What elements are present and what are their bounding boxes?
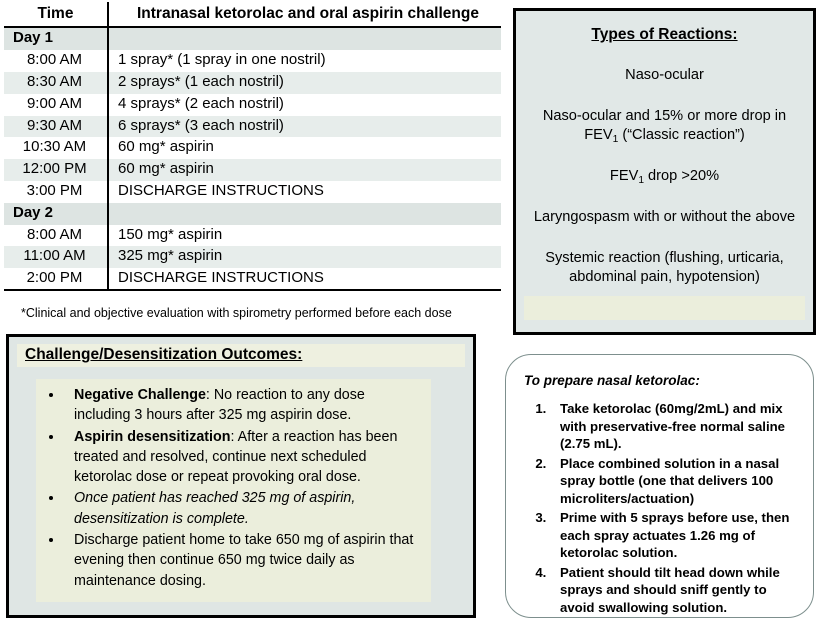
reaction-systemic-line-a: Systemic reaction (flushing, urticaria,	[545, 249, 784, 266]
types-of-reactions-title: Types of Reactions:	[591, 26, 738, 43]
reaction-fev-drop-text: drop >20%	[644, 167, 720, 184]
cell-time: 9:30 AM	[4, 116, 108, 138]
table-row	[4, 246, 501, 268]
cell-challenge-description: 1 spray* (1 spray in one nostril)	[108, 50, 501, 72]
cell-challenge-description: DISCHARGE INSTRUCTIONS	[108, 181, 501, 203]
fev-subscript-one-alt: 1	[638, 174, 644, 186]
outcome-item-text: : No reaction to any dose including 3 hours after 325 mg aspirin dose.	[74, 387, 365, 424]
outcomes-title-strip	[17, 344, 465, 367]
reaction-fev-drop	[516, 167, 813, 186]
outcome-item-lead: Negative Challenge	[74, 387, 206, 403]
table-row	[4, 50, 501, 72]
reaction-laryngospasm-text: Laryngospasm with or without the above	[533, 208, 796, 225]
reaction-classic-fev-label: FEV	[584, 126, 613, 143]
cell-challenge-description: 6 sprays* (3 each nostril)	[108, 116, 501, 138]
cell-challenge-description: DISCHARGE INSTRUCTIONS	[108, 268, 501, 290]
day-label: Day 2	[4, 203, 108, 225]
table-row-day-header	[4, 203, 501, 225]
prepare-step: 2. Place combined solution in a nasal spray bottle (one that delivers 100 microliters/actuation)	[550, 455, 799, 508]
prepare-steps-list	[506, 400, 799, 617]
table-row-day-header	[4, 27, 501, 50]
outcome-item-text: Discharge patient home to take 650 mg of aspirin that evening then continue 650 mg twice daily as maintenance dosing.	[74, 532, 414, 589]
table-row	[4, 72, 501, 94]
schedule-table	[4, 2, 501, 290]
cell-challenge-description: 60 mg* aspirin	[108, 137, 501, 159]
cell-time: 8:00 AM	[4, 225, 108, 247]
outcome-item	[64, 530, 425, 591]
cell-challenge-description: 60 mg* aspirin	[108, 159, 501, 181]
prepare-step: 1. Take ketorolac (60mg/2mL) and mix with preservative-free normal saline (2.75 mL).	[550, 400, 799, 453]
outcome-item	[64, 385, 425, 426]
table-bottom-rule	[4, 289, 501, 291]
table-row	[4, 137, 501, 159]
table-row	[4, 94, 501, 116]
outcome-item	[64, 427, 425, 488]
outcome-item-text: Once patient has reached 325 mg of aspirin, desensitization is complete.	[74, 490, 356, 527]
cell-time: 11:00 AM	[4, 246, 108, 268]
prepare-title: To prepare nasal ketorolac:	[524, 373, 700, 388]
challenge-outcomes-box	[6, 334, 476, 618]
schedule-table-header	[4, 2, 501, 27]
reaction-naso-ocular	[516, 66, 813, 85]
reaction-systemic	[516, 249, 813, 287]
outcomes-list	[42, 385, 425, 591]
prepare-nasal-ketorolac-box	[505, 354, 814, 618]
outcomes-title: Challenge/Desensitization Outcomes:	[25, 346, 303, 363]
cell-challenge-description: 150 mg* aspirin	[108, 225, 501, 247]
cell-challenge-description: 4 sprays* (2 each nostril)	[108, 94, 501, 116]
day-label: Day 1	[4, 27, 108, 50]
table-footnote: *Clinical and objective evaluation with spirometry performed before each dose	[21, 306, 452, 320]
cell-time: 9:00 AM	[4, 94, 108, 116]
prepare-step: 3. Prime with 5 sprays before use, then each spray actuates 1.26 mg of ketorolac solution.	[550, 509, 799, 562]
reaction-naso-ocular-text: Naso-ocular	[625, 67, 704, 83]
cell-challenge-description: 2 sprays* (1 each nostril)	[108, 72, 501, 94]
cell-time: 8:30 AM	[4, 72, 108, 94]
reaction-classic	[516, 107, 813, 145]
reaction-classic-line-a: Naso-ocular and 15% or more drop in	[542, 107, 787, 124]
cell-time: 12:00 PM	[4, 159, 108, 181]
cell-challenge-description: 325 mg* aspirin	[108, 246, 501, 268]
schedule-table-grid	[4, 2, 501, 290]
prepare-step: 4. Patient should tilt head down while sprays and should sniff gently to avoid swallowing solution.	[550, 564, 799, 617]
outcome-item-lead: Aspirin desensitization	[74, 428, 231, 445]
types-box-cream-band	[524, 296, 805, 320]
reaction-laryngospasm	[516, 208, 813, 227]
reaction-fev-drop-label: FEV	[609, 167, 639, 184]
table-row	[4, 181, 501, 203]
cell-time: 10:30 AM	[4, 137, 108, 159]
types-of-reactions-box	[513, 8, 816, 335]
outcomes-panel	[36, 379, 431, 602]
table-row	[4, 116, 501, 138]
cell-challenge-description	[108, 27, 501, 50]
column-header-time: Time	[4, 2, 108, 27]
table-row	[4, 159, 501, 181]
table-row	[4, 225, 501, 247]
reaction-classic-line-b: (“Classic reaction”)	[618, 126, 745, 143]
cell-time: 8:00 AM	[4, 50, 108, 72]
column-header-challenge: Intranasal ketorolac and oral aspirin challenge	[108, 2, 501, 27]
fev-subscript-one: 1	[612, 133, 619, 145]
outcome-item-text: : After a reaction has been treated and resolved, continue next scheduled ketorolac dose or repeat provoking oral dose.	[74, 428, 398, 486]
cell-time: 2:00 PM	[4, 268, 108, 290]
cell-challenge-description	[108, 203, 501, 225]
table-header-row	[4, 2, 501, 27]
cell-time: 3:00 PM	[4, 181, 108, 203]
table-row	[4, 268, 501, 290]
outcome-item	[64, 488, 425, 529]
schedule-table-body	[4, 27, 501, 290]
reaction-systemic-line-b: abdominal pain, hypotension)	[569, 268, 760, 285]
